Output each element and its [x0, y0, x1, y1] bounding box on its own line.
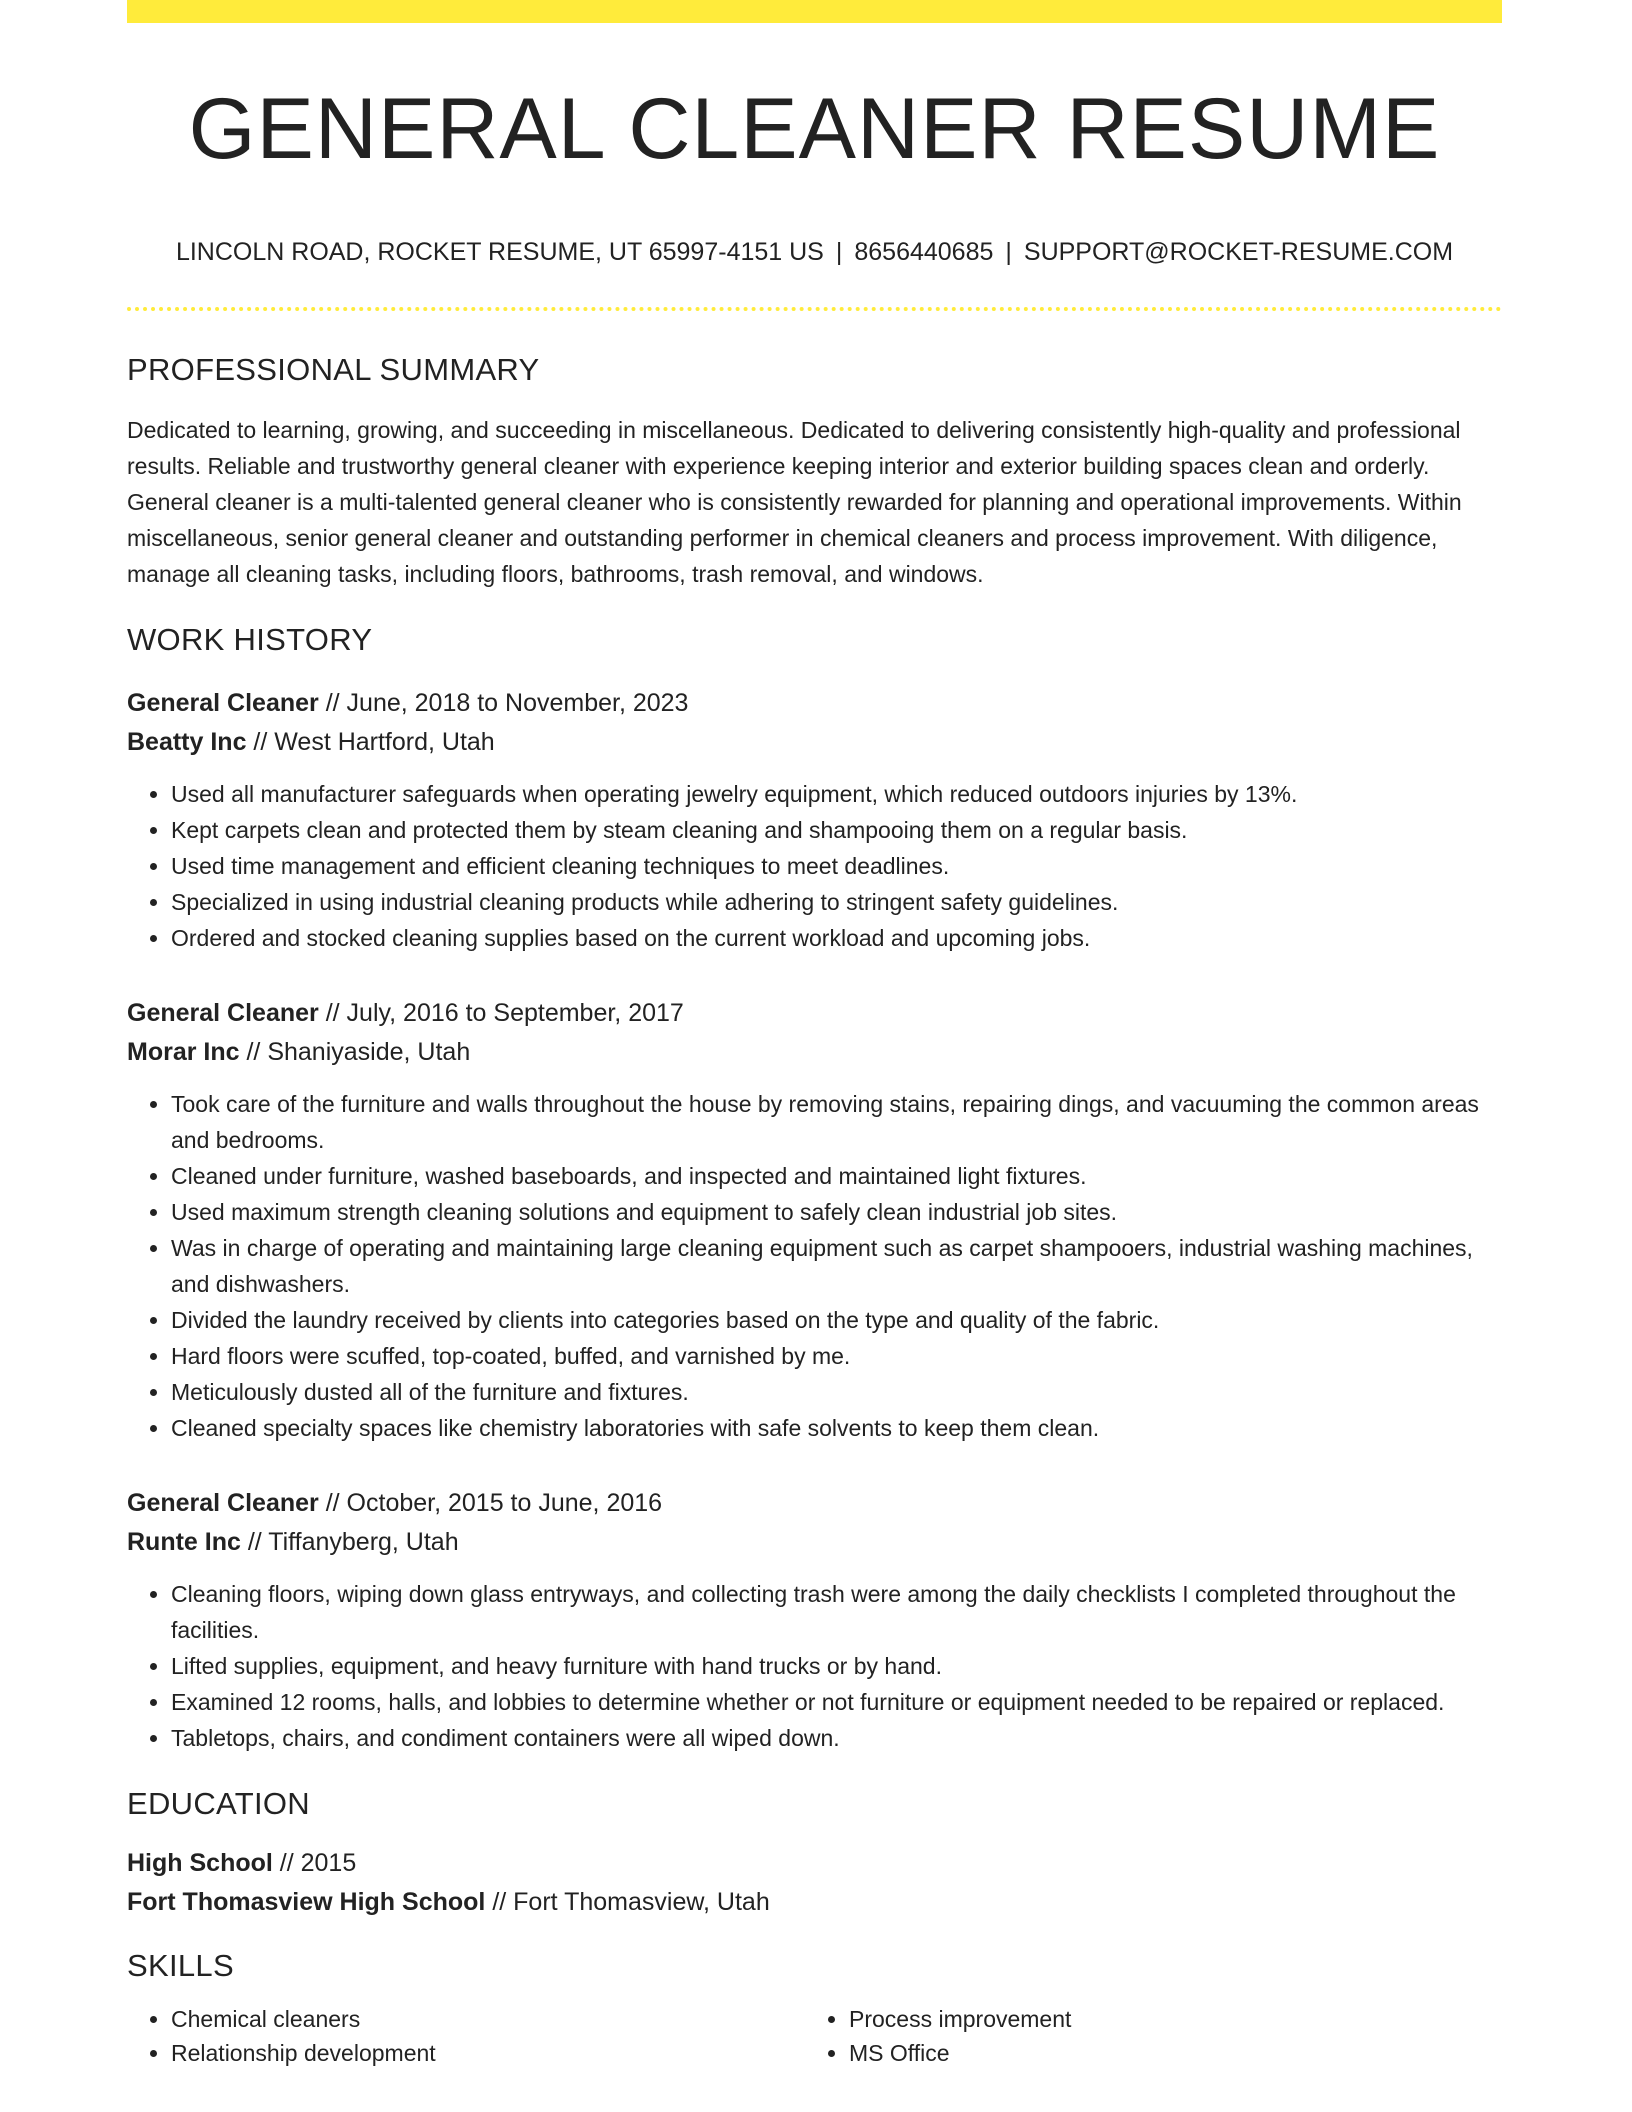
- top-accent-bar: [127, 0, 1502, 23]
- skill-item: • MS Office: [849, 2036, 1483, 2070]
- skills-columns: [127, 2002, 1502, 2070]
- list-item: • Hard floors were scuffed, top-coated, buffed, and varnished by me.: [171, 1338, 1502, 1374]
- list-item: • Ordered and stocked cleaning supplies based on the current workload and upcoming jobs.: [171, 920, 1502, 956]
- education-year: // 2015: [272, 1849, 357, 1877]
- contact-phone: 8656440685: [854, 238, 994, 266]
- job-entry: [127, 994, 1502, 1446]
- skills-heading: SKILLS: [127, 1948, 234, 1983]
- contact-line: [127, 238, 1502, 267]
- education-location: // Fort Thomasview, Utah: [485, 1888, 770, 1916]
- list-item: • Used all manufacturer safeguards when operating jewelry equipment, which reduced outdoors injuries by 13%.: [171, 776, 1502, 812]
- skills-left-column: [127, 2002, 805, 2070]
- skill-item: • Process improvement: [849, 2002, 1483, 2036]
- job-entry: [127, 684, 1502, 956]
- job-bullets: [127, 1576, 1502, 1756]
- job-company-line: [127, 1033, 1502, 1072]
- job-company: Beatty Inc: [127, 728, 247, 756]
- list-item: • Used time management and efficient cleaning techniques to meet deadlines.: [171, 848, 1502, 884]
- contact-email[interactable]: SUPPORT@ROCKET-RESUME.COM: [1023, 238, 1454, 266]
- education-school: Fort Thomasview High School: [127, 1888, 486, 1916]
- resume-body: [127, 352, 1502, 2070]
- contact-address: LINCOLN ROAD, ROCKET RESUME, UT 65997-4151 US: [175, 238, 824, 266]
- job-location: // Tiffanyberg, Utah: [240, 1528, 459, 1556]
- dotted-divider: [127, 307, 1502, 311]
- work-history-heading: WORK HISTORY: [127, 622, 373, 657]
- job-company: Runte Inc: [127, 1528, 241, 1556]
- list-item: • Kept carpets clean and protected them by steam cleaning and shampooing them on a regular basis.: [171, 812, 1502, 848]
- job-title-line: [127, 684, 1502, 723]
- summary-heading: PROFESSIONAL SUMMARY: [127, 352, 540, 387]
- list-item: • Meticulously dusted all of the furniture and fixtures.: [171, 1374, 1502, 1410]
- list-item: • Examined 12 rooms, halls, and lobbies to determine whether or not furniture or equipment needed to be repaired or replaced.: [171, 1684, 1502, 1720]
- education-heading: EDUCATION: [127, 1786, 310, 1821]
- job-location: // Shaniyaside, Utah: [239, 1038, 471, 1066]
- job-title-line: [127, 994, 1502, 1033]
- job-company-line: [127, 1523, 1502, 1562]
- job-entry: [127, 1484, 1502, 1756]
- skills-section: [127, 1948, 1502, 2070]
- job-location: // West Hartford, Utah: [246, 728, 495, 756]
- education-degree-line: [127, 1844, 1502, 1883]
- job-bullets: [127, 776, 1502, 956]
- education-school-line: [127, 1883, 1502, 1922]
- education-degree: High School: [127, 1849, 273, 1877]
- education-section: [127, 1786, 1502, 1922]
- job-dates: // October, 2015 to June, 2016: [318, 1489, 663, 1517]
- summary-text: Dedicated to learning, growing, and succeeding in miscellaneous. Dedicated to delivering consistently high-quality and professional results. Reliable and trustworthy general cleaner with experience keeping interior and exterior building spaces clean and orderly. General cleaner is a multi-talented general cleaner who is consistently rewarded for planning and operational improvements. Within miscellaneous, senior general cleaner and outstanding performer in chemical cleaners and process improvement. With diligence, manage all cleaning tasks, including floors, bathrooms, trash removal, and windows.: [127, 417, 1462, 587]
- skills-right-column: [805, 2002, 1483, 2070]
- list-item: • Was in charge of operating and maintaining large cleaning equipment such as carpet shampooers, industrial washing machines, and dishwashers.: [171, 1230, 1502, 1302]
- job-title-line: [127, 1484, 1502, 1523]
- resume-title: GENERAL CLEANER RESUME: [188, 81, 1441, 177]
- job-title: General Cleaner: [127, 1489, 319, 1517]
- list-item: • Took care of the furniture and walls throughout the house by removing stains, repairing dings, and vacuuming the common areas and bedrooms.: [171, 1086, 1502, 1158]
- summary-section: [127, 352, 1502, 592]
- list-item: • Specialized in using industrial cleaning products while adhering to stringent safety guidelines.: [171, 884, 1502, 920]
- job-dates: // July, 2016 to September, 2017: [318, 999, 684, 1027]
- job-company-line: [127, 723, 1502, 762]
- job-dates: // June, 2018 to November, 2023: [318, 689, 689, 717]
- contact-separator: |: [1005, 238, 1012, 266]
- list-item: • Cleaned specialty spaces like chemistry laboratories with safe solvents to keep them clean.: [171, 1410, 1502, 1446]
- list-item: • Used maximum strength cleaning solutions and equipment to safely clean industrial job sites.: [171, 1194, 1502, 1230]
- job-title: General Cleaner: [127, 999, 319, 1027]
- list-item: • Tabletops, chairs, and condiment containers were all wiped down.: [171, 1720, 1502, 1756]
- list-item: • Divided the laundry received by clients into categories based on the type and quality of the fabric.: [171, 1302, 1502, 1338]
- job-bullets: [127, 1086, 1502, 1446]
- job-company: Morar Inc: [127, 1038, 240, 1066]
- job-title: General Cleaner: [127, 689, 319, 717]
- education-entry: [127, 1844, 1502, 1922]
- list-item: • Cleaned under furniture, washed baseboards, and inspected and maintained light fixtures.: [171, 1158, 1502, 1194]
- skill-item: • Chemical cleaners: [171, 2002, 805, 2036]
- work-history-section: [127, 622, 1502, 1756]
- list-item: • Lifted supplies, equipment, and heavy furniture with hand trucks or by hand.: [171, 1648, 1502, 1684]
- skill-item: • Relationship development: [171, 2036, 805, 2070]
- contact-separator: |: [835, 238, 843, 266]
- list-item: • Cleaning floors, wiping down glass entryways, and collecting trash were among the daily checklists I completed throughout the facilities.: [171, 1576, 1502, 1648]
